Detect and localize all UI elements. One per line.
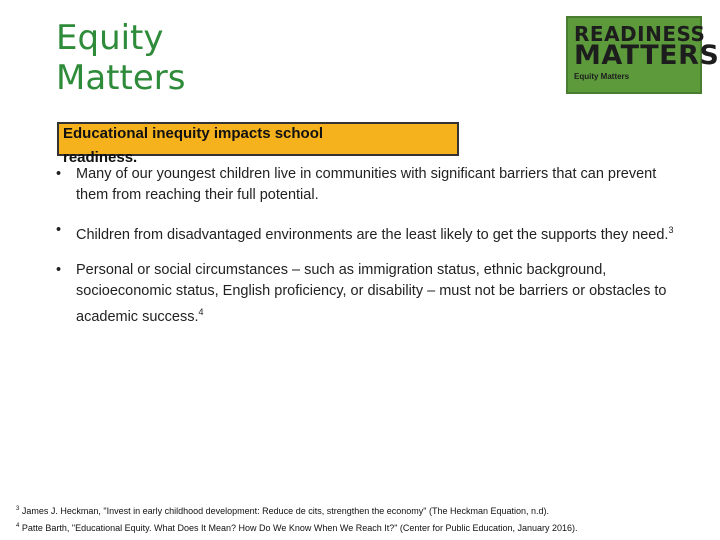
section-banner	[57, 122, 459, 166]
bullet-marker: •	[56, 166, 62, 182]
banner-text: Educational inequity impacts school readiness.	[63, 125, 324, 166]
footnote	[16, 519, 578, 536]
title-line-1: Equity	[56, 18, 164, 58]
page-title	[56, 18, 185, 98]
logo-tagline: Equity Matters	[574, 72, 630, 81]
footnote	[16, 502, 578, 519]
bullet-item	[56, 164, 676, 206]
footnote-text: Patte Barth, "Educational Equity. What Does It Mean? How Do We Know When We Reach It?" (Center for Public Education, January 2016).	[21, 523, 578, 533]
title-line-2: Matters	[56, 58, 186, 98]
bullet-marker: •	[56, 261, 62, 278]
footnote-ref: 4	[198, 306, 204, 317]
logo-line-1: READINESS	[574, 22, 706, 46]
footnote-number: 4	[16, 523, 20, 529]
logo-line-2: MATTERS	[574, 40, 720, 71]
readiness-matters-logo	[566, 16, 720, 94]
bullet-text: Personal or social circumstances – such as immigration status, ethnic background, socioeconomic status, English proficiency, or disability – must not be barriers or obstacles to academic success.	[76, 261, 667, 325]
bullet-item	[56, 220, 676, 246]
bullet-list	[56, 164, 676, 342]
footnote-text: James J. Heckman, "Invest in early childhood development: Reduce de cits, strengthen the economy" (The Heckman Equation, n.d).	[21, 506, 550, 516]
footnote-ref: 3	[668, 225, 674, 235]
bullet-text: Children from disadvantaged environments are the least likely to get the supports they need.	[76, 226, 669, 243]
bullet-text: Many of our youngest children live in communities with significant barriers that can prevent them from reaching their full potential.	[76, 166, 657, 203]
bullet-marker: •	[56, 222, 62, 238]
footnotes	[16, 502, 578, 536]
footnote-number: 3	[16, 506, 20, 512]
bullet-item	[56, 260, 676, 328]
